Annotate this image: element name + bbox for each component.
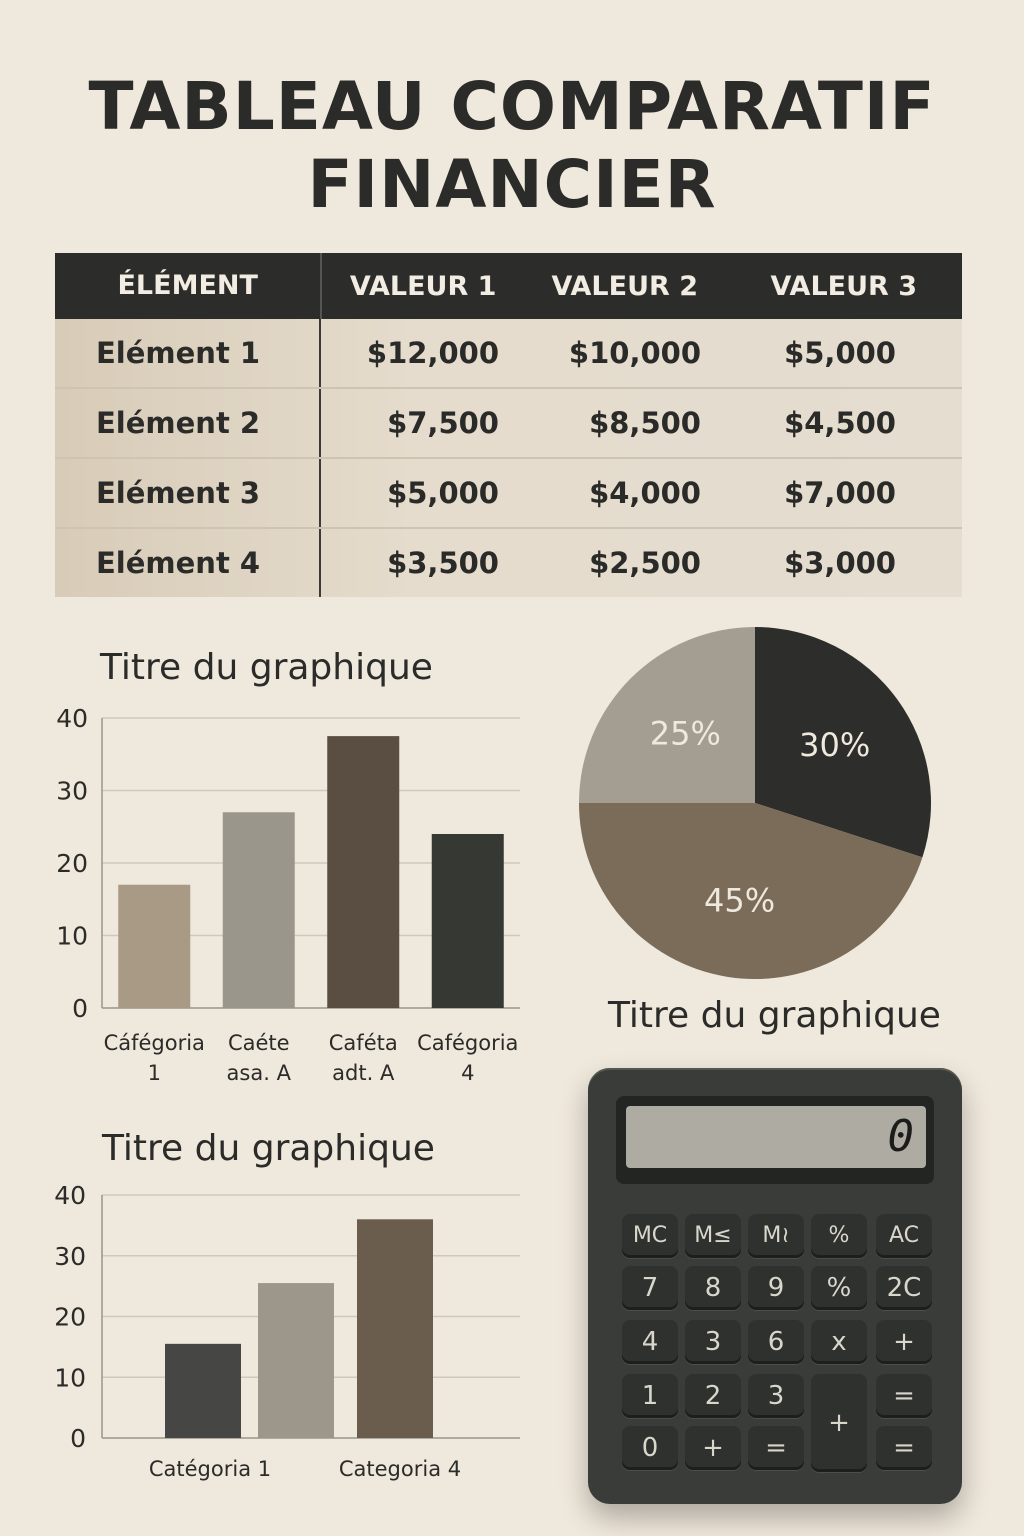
calculator-key[interactable]: + xyxy=(876,1320,932,1364)
slice-label: 25% xyxy=(649,714,721,753)
calculator-key[interactable]: + xyxy=(811,1374,867,1472)
calculator-key[interactable]: 4 xyxy=(622,1320,678,1364)
y-tick-label: 40 xyxy=(54,1181,86,1210)
chart-2-title: Titre du graphique xyxy=(608,995,941,1036)
table-header xyxy=(55,253,962,319)
y-tick-label: 30 xyxy=(54,1241,86,1271)
x-tick-label: Cafégoria xyxy=(417,1031,519,1055)
title-line-1: TABLEAU COMPARATIF xyxy=(88,68,936,145)
bar xyxy=(118,885,190,1008)
calculator-display: 0 xyxy=(626,1106,926,1168)
calculator-key[interactable]: 2 xyxy=(685,1374,741,1418)
x-tick-label: adt. A xyxy=(332,1061,395,1085)
row-label: Elément 1 xyxy=(55,319,321,387)
calculator xyxy=(588,1068,962,1504)
y-tick-label: 0 xyxy=(70,1424,86,1453)
calculator-key[interactable]: 6 xyxy=(748,1320,804,1364)
x-tick-label: asa. A xyxy=(226,1061,291,1085)
calculator-key[interactable]: = xyxy=(876,1426,932,1470)
header-cell: ÉLÉMENT xyxy=(55,253,322,319)
table-cell: $7,000 xyxy=(784,476,896,510)
calculator-key[interactable]: M≀ xyxy=(748,1214,804,1258)
table-cell: $2,500 xyxy=(589,546,701,580)
table-cell: $5,000 xyxy=(784,336,896,370)
header-cell: VALEUR 1 xyxy=(349,270,497,302)
calculator-key[interactable]: % xyxy=(811,1214,867,1258)
x-tick-label: Catégoria 1 xyxy=(148,1457,272,1481)
bar xyxy=(165,1344,241,1438)
calculator-key[interactable]: 0 xyxy=(622,1426,678,1470)
bar xyxy=(223,812,295,1008)
bar xyxy=(357,1219,433,1438)
calculator-key[interactable]: 3 xyxy=(748,1374,804,1418)
table-cell: $4,000 xyxy=(589,476,701,510)
table-cell: $10,000 xyxy=(568,336,701,370)
calculator-key[interactable]: M≤ xyxy=(685,1214,741,1258)
x-tick-label: Caéte xyxy=(227,1031,290,1055)
table-cell: $3,500 xyxy=(387,546,499,580)
table-cell: $5,000 xyxy=(387,476,499,510)
bar-chart-1 xyxy=(40,700,540,1100)
calculator-screen xyxy=(616,1096,934,1184)
x-tick-label: 1 xyxy=(147,1061,161,1085)
slice-label: 30% xyxy=(799,726,871,765)
table-cell: $7,500 xyxy=(387,406,499,440)
calculator-key[interactable]: = xyxy=(876,1374,932,1418)
calculator-key[interactable]: 7 xyxy=(622,1266,678,1310)
bar-chart-2 xyxy=(40,1180,540,1500)
chart-3-title: Titre du graphique xyxy=(102,1128,435,1169)
x-tick-label: Cáfégoria xyxy=(103,1031,205,1055)
calculator-key[interactable]: + xyxy=(685,1426,741,1470)
table-row xyxy=(55,319,962,389)
y-tick-label: 10 xyxy=(54,1363,86,1393)
y-tick-label: 10 xyxy=(56,921,88,951)
calculator-key[interactable]: 3 xyxy=(685,1320,741,1364)
x-tick-label: 4 xyxy=(461,1061,475,1085)
y-tick-label: 40 xyxy=(56,704,88,733)
y-tick-label: 20 xyxy=(56,849,88,878)
slice-label: 45% xyxy=(704,881,776,920)
calculator-key[interactable]: MC xyxy=(622,1214,678,1258)
y-tick-label: 0 xyxy=(72,994,88,1023)
row-label: Elément 3 xyxy=(55,459,321,527)
table-row xyxy=(55,389,962,459)
calculator-key[interactable]: 1 xyxy=(622,1374,678,1418)
pie-chart xyxy=(565,615,945,995)
calculator-key[interactable]: 2C xyxy=(876,1266,932,1310)
table-cell: $3,000 xyxy=(784,546,896,580)
x-tick-label: Caféta xyxy=(328,1031,398,1055)
title-line-2: FINANCIER xyxy=(307,146,717,223)
bar xyxy=(432,834,504,1008)
table-cell: $4,500 xyxy=(784,406,896,440)
row-label: Elément 4 xyxy=(55,529,321,597)
page-title xyxy=(0,68,1024,224)
calculator-key[interactable]: % xyxy=(811,1266,867,1310)
x-tick-label: Categoria 4 xyxy=(338,1457,462,1481)
bar xyxy=(258,1283,334,1438)
calculator-key[interactable]: 8 xyxy=(685,1266,741,1310)
calculator-key[interactable]: = xyxy=(748,1426,804,1470)
calculator-key[interactable]: AC xyxy=(876,1214,932,1258)
y-tick-label: 20 xyxy=(54,1302,86,1332)
calculator-key[interactable]: 9 xyxy=(748,1266,804,1310)
header-cell: VALEUR 3 xyxy=(770,270,917,302)
comparison-table xyxy=(55,253,962,597)
table-row xyxy=(55,529,962,597)
table-row xyxy=(55,459,962,529)
table-cell: $8,500 xyxy=(589,406,701,440)
row-label: Elément 2 xyxy=(55,389,321,457)
header-cell: VALEUR 2 xyxy=(551,270,698,302)
bar xyxy=(327,736,399,1008)
calculator-key[interactable]: x xyxy=(811,1320,867,1364)
y-tick-label: 30 xyxy=(56,776,88,806)
chart-1-title: Titre du graphique xyxy=(100,647,433,688)
table-cell: $12,000 xyxy=(366,336,499,370)
